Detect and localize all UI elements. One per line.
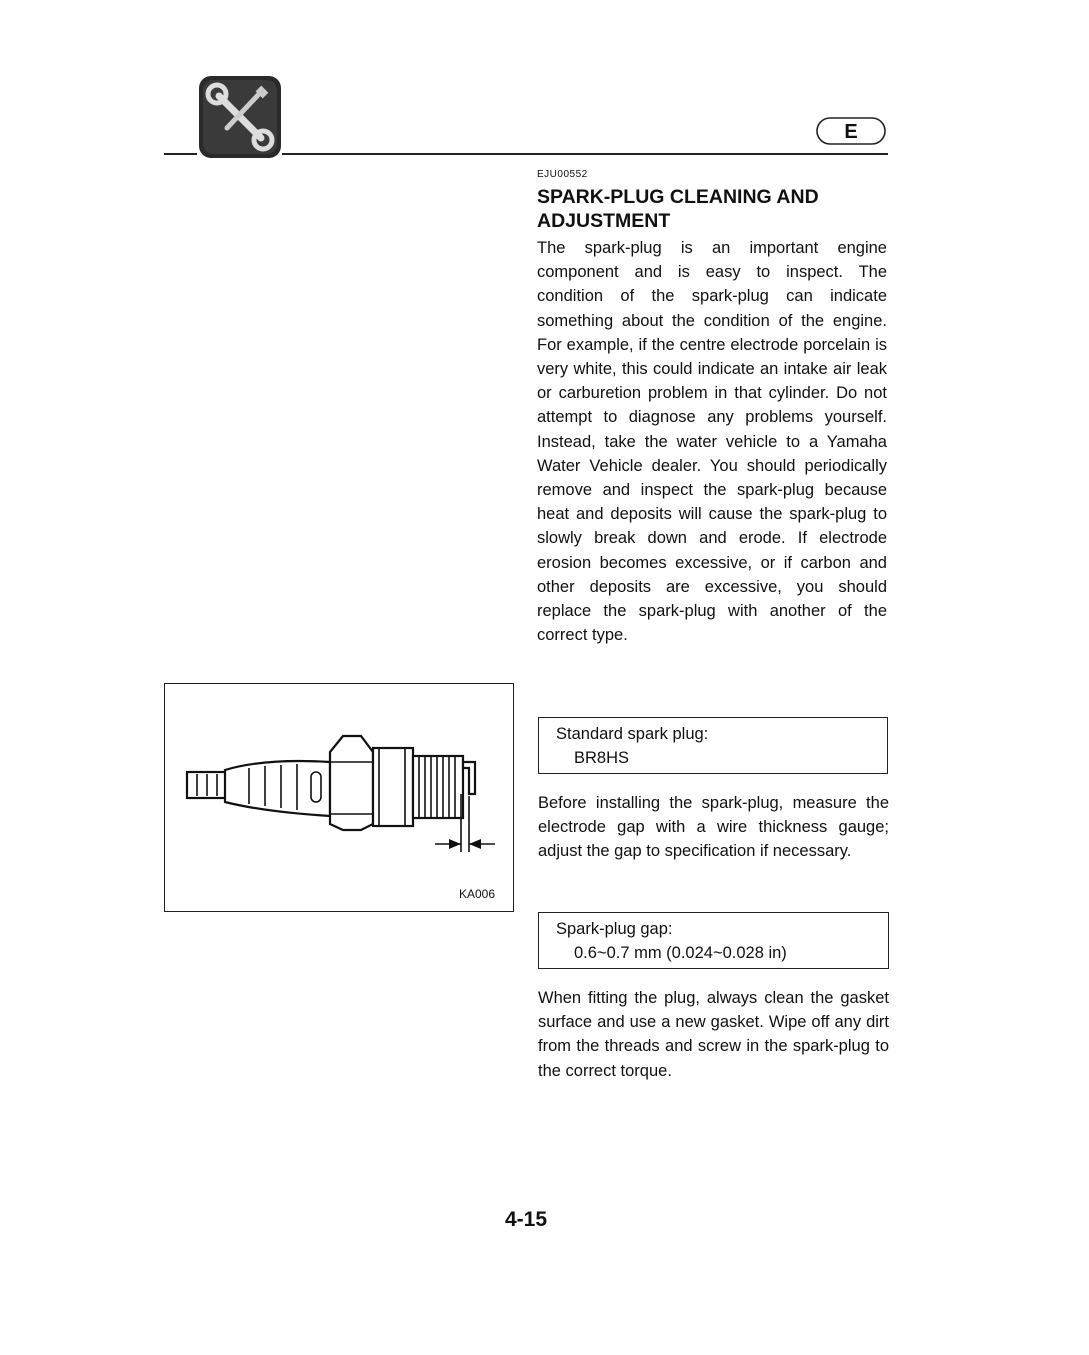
intro-paragraph: The spark-plug is an important engine component and is easy to inspect. The condition of the spark-plug can indicate something about the condition of the engine. For example, if the centre electrode porcelain is very white, this could indicate an intake air leak or carburetion problem in that cylinder. Do not attempt to diagnose any problems yourself. Instead, take the water vehicle to a Yamaha Water Vehicle dealer. You should periodically remove and inspect the spark-plug because heat and deposits will cause the spark-plug to slowly break down and erode. If electrode erosion becomes excessive, or if carbon and other deposits are excessive, you should replace the spark-plug with another of the correct type.: [537, 239, 887, 645]
standard-spark-plug-spec: [538, 717, 888, 774]
section-title: SPARK-PLUG CLEANING AND ADJUSTMENT: [537, 186, 819, 232]
spec-label: Spark-plug gap:: [556, 920, 673, 938]
spec-label: Standard spark plug:: [556, 725, 709, 743]
spark-plug-illustration: [165, 684, 512, 910]
language-badge: [815, 116, 887, 146]
figure-code: KA006: [458, 887, 495, 901]
spec-value: BR8HS: [574, 749, 630, 767]
measure-paragraph: Before installing the spark-plug, measure the electrode gap with a wire thickness gauge; adjust the gap to specification if necessary.: [538, 794, 889, 861]
header-rule-left: [164, 153, 197, 155]
fitting-paragraph: When fitting the plug, always clean the gasket surface and use a new gasket. Wipe off any dirt from the threads and screw in the spark-plug to the correct torque.: [538, 989, 889, 1080]
tools-wrench-screwdriver-icon: [199, 76, 281, 158]
spark-plug-gap-spec: [538, 912, 889, 969]
page-number: 4-15: [505, 1208, 548, 1231]
header-rule-right: [282, 153, 888, 155]
spec-value: 0.6~0.7 mm (0.024~0.028 in): [574, 944, 787, 962]
document-code: EJU00552: [537, 169, 588, 180]
spark-plug-figure: [164, 683, 514, 912]
language-badge-label: E: [844, 121, 858, 143]
